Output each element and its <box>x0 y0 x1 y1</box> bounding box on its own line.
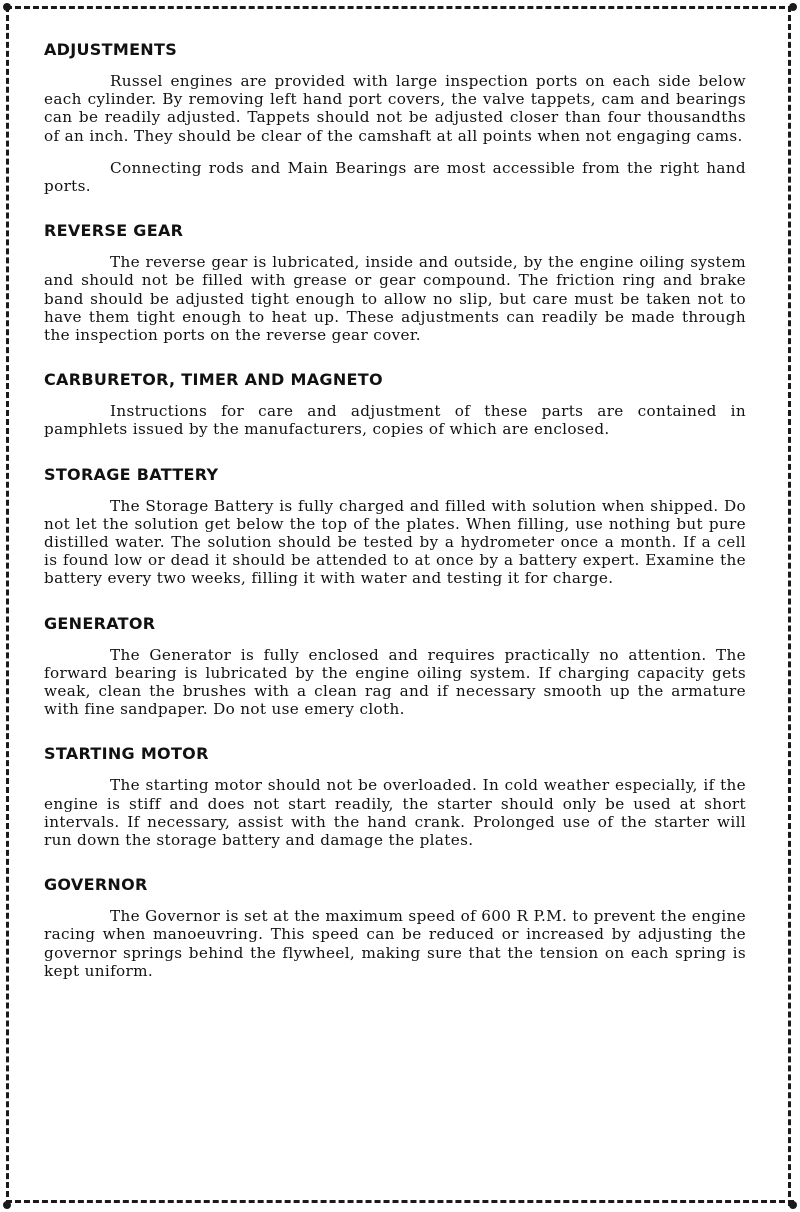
section-paragraph: The Generator is fully enclosed and requires practically no attention. The forward bearing is lubricated by the engine oiling system. If charging capacity gets weak, clean the brushes with a clean rag and if necessary smooth up the armature with fine sandpaper. Do not use emery cloth. <box>44 645 746 719</box>
section-generator <box>44 614 746 719</box>
section-carburetor-timer-magneto <box>44 370 746 438</box>
section-reverse-gear <box>44 221 746 344</box>
section-starting-motor <box>44 744 746 849</box>
page-border-top <box>6 6 794 12</box>
section-paragraph: The reverse gear is lubricated, inside and outside, by the engine oiling system and should not be filled with grease or gear compound. The friction ring and brake band should be adjusted tight enough to allow no slip, but care must be taken not to have them tight enough to heat up. These adjustments can readily be made through the inspection ports on the reverse gear cover. <box>44 253 746 345</box>
section-heading: CARBURETOR, TIMER AND MAGNETO <box>44 370 383 390</box>
page-border-right <box>788 6 794 1206</box>
section-heading: REVERSE GEAR <box>44 221 184 241</box>
section-heading: GENERATOR <box>44 613 156 633</box>
border-corner-ornament <box>789 1201 797 1209</box>
section-paragraph: Instructions for care and adjustment of these parts are contained in pamphlets issued by the manufacturers, copies of which are enclosed. <box>44 402 746 439</box>
page-border-left <box>6 6 12 1206</box>
section-paragraph: Russel engines are provided with large inspection ports on each side below each cylinder. By removing left hand port covers, the valve tappets, cam and bearings can be readily adjusted. Tappets should not be adjusted closer than four thousandths of an inch. They should be clear of the camshaft at all points when not engaging cams. <box>44 72 746 145</box>
border-corner-ornament <box>789 3 797 11</box>
section-heading: ADJUSTMENTS <box>44 40 178 59</box>
page-content <box>44 40 746 1006</box>
section-governor <box>44 875 746 980</box>
section-paragraph: The starting motor should not be overloaded. In cold weather especially, if the engine is stiff and does not start readily, the starter should only be used at short intervals. If necessary, assist with the hand crank. Prolonged use of the starter will run down the storage battery and damage the plates. <box>44 776 746 850</box>
page-border-bottom <box>6 1200 794 1206</box>
border-corner-ornament <box>3 3 11 11</box>
section-adjustments <box>44 40 746 195</box>
section-storage-battery <box>44 465 746 588</box>
border-corner-ornament <box>3 1201 11 1209</box>
section-heading: GOVERNOR <box>44 875 148 895</box>
section-paragraph: Connecting rods and Main Bearings are most accessible from the right hand ports. <box>44 158 746 196</box>
section-paragraph: The Storage Battery is fully charged and filled with solution when shipped. Do not let the solution get below the top of the plates. When filling, use nothing but pure distilled water. The solution should be tested by a hydrometer once a month. If a cell is found low or dead it should be attended to at once by a battery expert. Examine the battery every two weeks, filling it with water and testing it for charge. <box>44 496 746 588</box>
section-heading: STARTING MOTOR <box>44 744 209 764</box>
section-paragraph: The Governor is set at the maximum speed of 600 R P.M. to prevent the engine racing when manoeuvring. This speed can be reduced or increased by adjusting the governor springs behind the flywheel, making sure that the tension on each spring is kept uniform. <box>44 907 746 980</box>
section-heading: STORAGE BATTERY <box>44 464 219 484</box>
